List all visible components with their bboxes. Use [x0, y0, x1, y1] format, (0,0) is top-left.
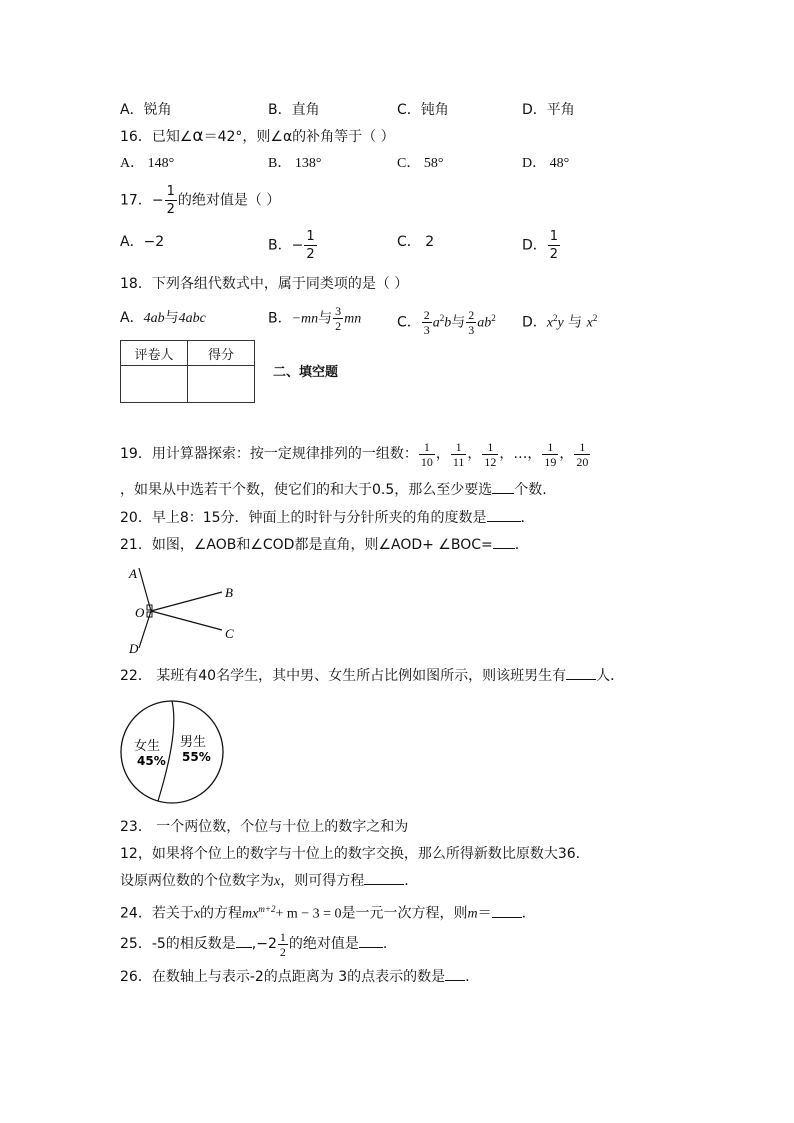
angle-figure — [122, 562, 252, 658]
q19-stem-line2: ，如果从中选若干个数，使它们的和大于0.5，那么至少要选 个数. — [120, 482, 547, 498]
score-table-cell-score — [188, 366, 255, 403]
q22-stem: 22． 某班有40名学生，其中男、女生所占比例如图所示，则该班男生有 人． — [120, 668, 625, 684]
label-o: O — [135, 605, 145, 620]
q21-answer-blank[interactable] — [493, 536, 515, 549]
q18-option-b: B．−mn与 $\frac{3}{2}$ mn — [268, 304, 362, 333]
q18-option-d: D．$x^2y$ 与 $x^2$ — [522, 313, 598, 331]
q25-answer-blank-2[interactable] — [359, 935, 383, 948]
q15-option-a: A．锐角 — [120, 102, 172, 118]
score-table-cell-grader — [121, 366, 188, 403]
q24-answer-blank[interactable] — [492, 905, 522, 918]
q20-stem: 20．早上8：15分．钟面上的时针与分针所夹的角的度数是 ． — [120, 510, 535, 526]
q17-option-a: A．−2 — [120, 234, 165, 250]
q16-option-d: D． 48° — [522, 156, 570, 171]
q16-option-b: B． 138° — [268, 156, 322, 171]
label-c: C — [225, 626, 234, 641]
q17-option-b: B．− $\frac{1}{2}$ — [268, 229, 315, 262]
q23-answer-blank[interactable] — [364, 872, 404, 885]
section-heading: 二、填空题 — [273, 365, 339, 380]
ray-ob — [151, 592, 222, 611]
q24-stem: 24．若关于x的方程$mx^{m+2}+ m - 3 = 0$是一元一次方程，则m＝ ． — [120, 904, 536, 922]
q21-stem: 21．如图，∠AOB和∠COD都是直角，则∠AOD+ ∠BOC= ． — [120, 537, 529, 553]
ray-oc — [151, 611, 222, 630]
q15-option-c: C．钝角 — [397, 102, 449, 118]
q26-stem: 26．在数轴上与表示-2的点距离为 3的点表示的数是 . — [120, 969, 470, 985]
label-b: B — [225, 585, 233, 600]
q17-stem: 17．− $\frac{1}{2}$ 的绝对值是（ ） — [120, 184, 281, 217]
pie-pct-female: 45% — [137, 754, 166, 768]
q20-answer-blank[interactable] — [487, 509, 521, 522]
q16-option-c: C． 58° — [397, 156, 444, 171]
q18-option-a: A．4ab与4abc — [120, 310, 206, 326]
q17-fraction: $\frac{1}{2}$ — [166, 184, 175, 217]
q26-answer-blank[interactable] — [445, 968, 465, 981]
pie-pct-male: 55% — [182, 750, 211, 764]
pie-label-male: 男生 — [180, 735, 207, 750]
q15-option-b: B．直角 — [268, 102, 320, 118]
score-table-header-grader: 评卷人 — [121, 341, 188, 366]
score-table-header-score: 得分 — [188, 341, 255, 366]
q18-option-c: C． $\frac{2}{3}$ $a^2b$与 $\frac{2}{3}$ $ab^2$ — [397, 308, 496, 338]
label-d: D — [129, 641, 139, 656]
q16-option-a: A． 148° — [120, 156, 175, 171]
q23-stem-line2: 12，如果将个位上的数字与十位上的数字交换，那么所得新数比原数大36. — [120, 846, 581, 862]
q25-answer-blank-1[interactable] — [236, 935, 252, 948]
q19-answer-blank[interactable] — [492, 481, 514, 494]
q17-option-c: C． 2 — [397, 234, 435, 250]
q25-stem: 25．-5的相反数是 ,−2 $\frac{1}{2}$ 的绝对值是 . — [120, 929, 388, 959]
q23-stem-line3: 设原两位数的个位数字为x，则可得方程 . — [120, 873, 409, 889]
score-table — [120, 340, 255, 403]
gender-pie-chart — [118, 698, 228, 806]
pie-label-female: 女生 — [134, 739, 161, 754]
q18-stem: 18．下列各组代数式中，属于同类项的是（ ） — [120, 276, 409, 292]
q19-stem: 19．用计算器探索：按一定规律排列的一组数： $\frac{1}{10}$ ， $\frac{1}{11}$ ， $\frac{1}{12}$ ，…， $\frac{1}{19}$ ， $\frac{1}{20}$ — [120, 439, 589, 469]
q17-option-d: D． $\frac{1}{2}$ — [522, 229, 559, 262]
q15-option-d: D．平角 — [522, 102, 575, 118]
q16-stem: 16．已知∠α＝42°，则∠α的补角等于（ ） — [120, 126, 395, 146]
q23-stem-line1: 23． 一个两位数，个位与十位上的数字之和为 — [120, 819, 409, 835]
label-a: A — [129, 566, 137, 581]
q22-answer-blank[interactable] — [566, 667, 596, 680]
